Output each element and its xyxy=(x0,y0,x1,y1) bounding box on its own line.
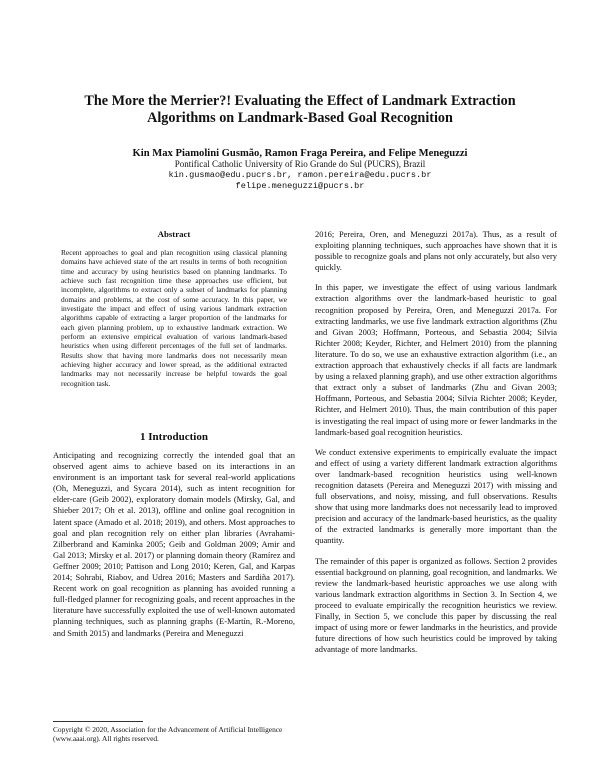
left-column xyxy=(53,229,295,388)
right-paragraph-3: We conduct extensive experiments to empirically evaluate the impact and effect of using a variety different landmark extraction algorithms over landmark-based recognition heuristics using well-known recognition datasets (Pereira and Meneguzzi 2017) with missing and full observations, and noisy, missing, and full observations. Results show that using more landmarks does not necessarily lead to improved precision and accuracy of the landmark-based heuristics, as the quality of the extracted landmarks is generally more important than the quantity. xyxy=(315,446,557,546)
emails-line-2: felipe.meneguzzi@pucrs.br xyxy=(235,181,365,191)
title-line-1: The More the Merrier?! Evaluating the Effect of Landmark Extraction xyxy=(84,93,516,109)
abstract-text: Recent approaches to goal and plan recognition using classical planning domains have achieved state of the art results in terms of both recognition time and accuracy by using heuristics based on planning landmarks. To achieve such fast recognition time these approaches use efficient, but incomplete, algorithms to extract only a subset of landmarks for planning domains and problems, at the cost of some accuracy. In this paper, we investigate the impact and effect of using various landmark extraction algorithms capable of extracting a larger proportion of the landmarks for each given planning problem, up to exhaustive landmark extraction. We perform an extensive empirical evaluation of various landmark-based heuristics when using different percentages of the full set of landmarks. Results show that having more landmarks does not necessarily mean achieving higher accuracy and lower spread, as the additional extracted landmarks may not necessarily increase be helpful towards the goal recognition task. xyxy=(61,248,287,388)
copyright-notice: Copyright © 2020, Association for the Advancement of Artificial Intelligence (www.aaai.org). All rights reserved. xyxy=(53,725,283,744)
abstract-heading: Abstract xyxy=(157,229,191,239)
right-paragraph-4: The remainder of this paper is organized as follows. Section 2 provides essential background on planning, goal recognition, and landmarks. We review the landmark-based heuristic approaches we use along with various landmark extraction algorithms in Section 3. In Section 4, we proceed to evaluate empirically the recognition heuristics we review. Finally, in Section 5, we conclude this paper by discussing the real impact of using more or fewer landmarks in the heuristics, and provide future directions of how such heuristics could be improved by taking advantage of more landmarks. xyxy=(315,555,557,655)
right-column xyxy=(315,229,557,664)
paper-title xyxy=(60,93,540,127)
emails-line-1: kin.gusmao@edu.pucrs.br, ramon.pereira@edu.pucrs.br xyxy=(168,170,432,180)
introduction-text: Anticipating and recognizing correctly the intended goal that an observed agent aims to achieve based on its interactions in an environment is an important task for several real-world applications (Oh, Meneguzzi, and Sycara 2014), such as intent recognition for elder-care (Geib 2002), exploratory domain models (Mirsky, Gal, and Shieber 2017; Oh et al. 2013), offline and online goal recognition in latent space (Amado et al. 2018; 2019), and others. Most approaches to goal and plan recognition rely on either plan libraries (Avrahami-Zilberbrand and Kaminka 2005; Geib and Goldman 2009; Amir and Gal 2013; Mirsky et al. 2017) or planning domain theory (Ramírez and Geffner 2009; 2010; Pattison and Long 2010; Keren, Gal, and Karpas 2014; Sohrabi, Riabov, and Udrea 2016; Masters and Sardiña 2017). Recent work on goal recognition as planning has avoided running a full-fledged planner for recognizing goals, and recent approaches in the literature have successfully exploited the use of well-known automated planning techniques, such as planning graphs (E-Martín, R.-Moreno, and Smith 2015) and landmarks (Pereira and Meneguzzi xyxy=(53,450,295,638)
authors: Kin Max Piamolini Gusmão, Ramon Fraga Pereira, and Felipe Meneguzzi xyxy=(132,148,468,159)
footnote-rule xyxy=(53,721,143,722)
introduction-heading: 1 Introduction xyxy=(140,431,208,443)
right-paragraph-2: In this paper, we investigate the effect of using various landmark extraction algorithms over the landmark-based heuristic to goal recognition proposed by Pereira, Oren, and Meneguzzi 2017a. For extracting landmarks, we use five landmark extraction algorithms (Zhu and Givan 2003; Hoffmann, Porteous, and Sebastia 2004; Silvia Richter 2008; Keyder, Richter, and Helmert 2010) from the planning literature. To do so, we use an exhaustive extraction algorithm (i.e., an extraction approach that exhaustively checks if all facts are landmark by using a relaxed planning graph), and use other extraction algorithms that extract only a subset of landmarks (Zhu and Givan 2003; Hoffmann, Porteous, and Sebastia 2004; Silvia Richter 2008; Keyder, Richter, and Helmert 2010). Thus, the main contribution of this paper is investigating the real impact of using more or fewer landmarks in the landmark-based goal recognition heuristics. xyxy=(315,282,557,437)
right-paragraph-1: 2016; Pereira, Oren, and Meneguzzi 2017a). Thus, as a result of exploiting planning techniques, such approaches have shown that it is possible to recognize goals and plans not only accurately, but also very quickly. xyxy=(315,229,557,273)
affiliation: Pontifical Catholic University of Rio Grande do Sul (PUCRS), Brazil xyxy=(174,159,426,169)
title-line-2: Algorithms on Landmark-Based Goal Recognition xyxy=(147,110,453,126)
